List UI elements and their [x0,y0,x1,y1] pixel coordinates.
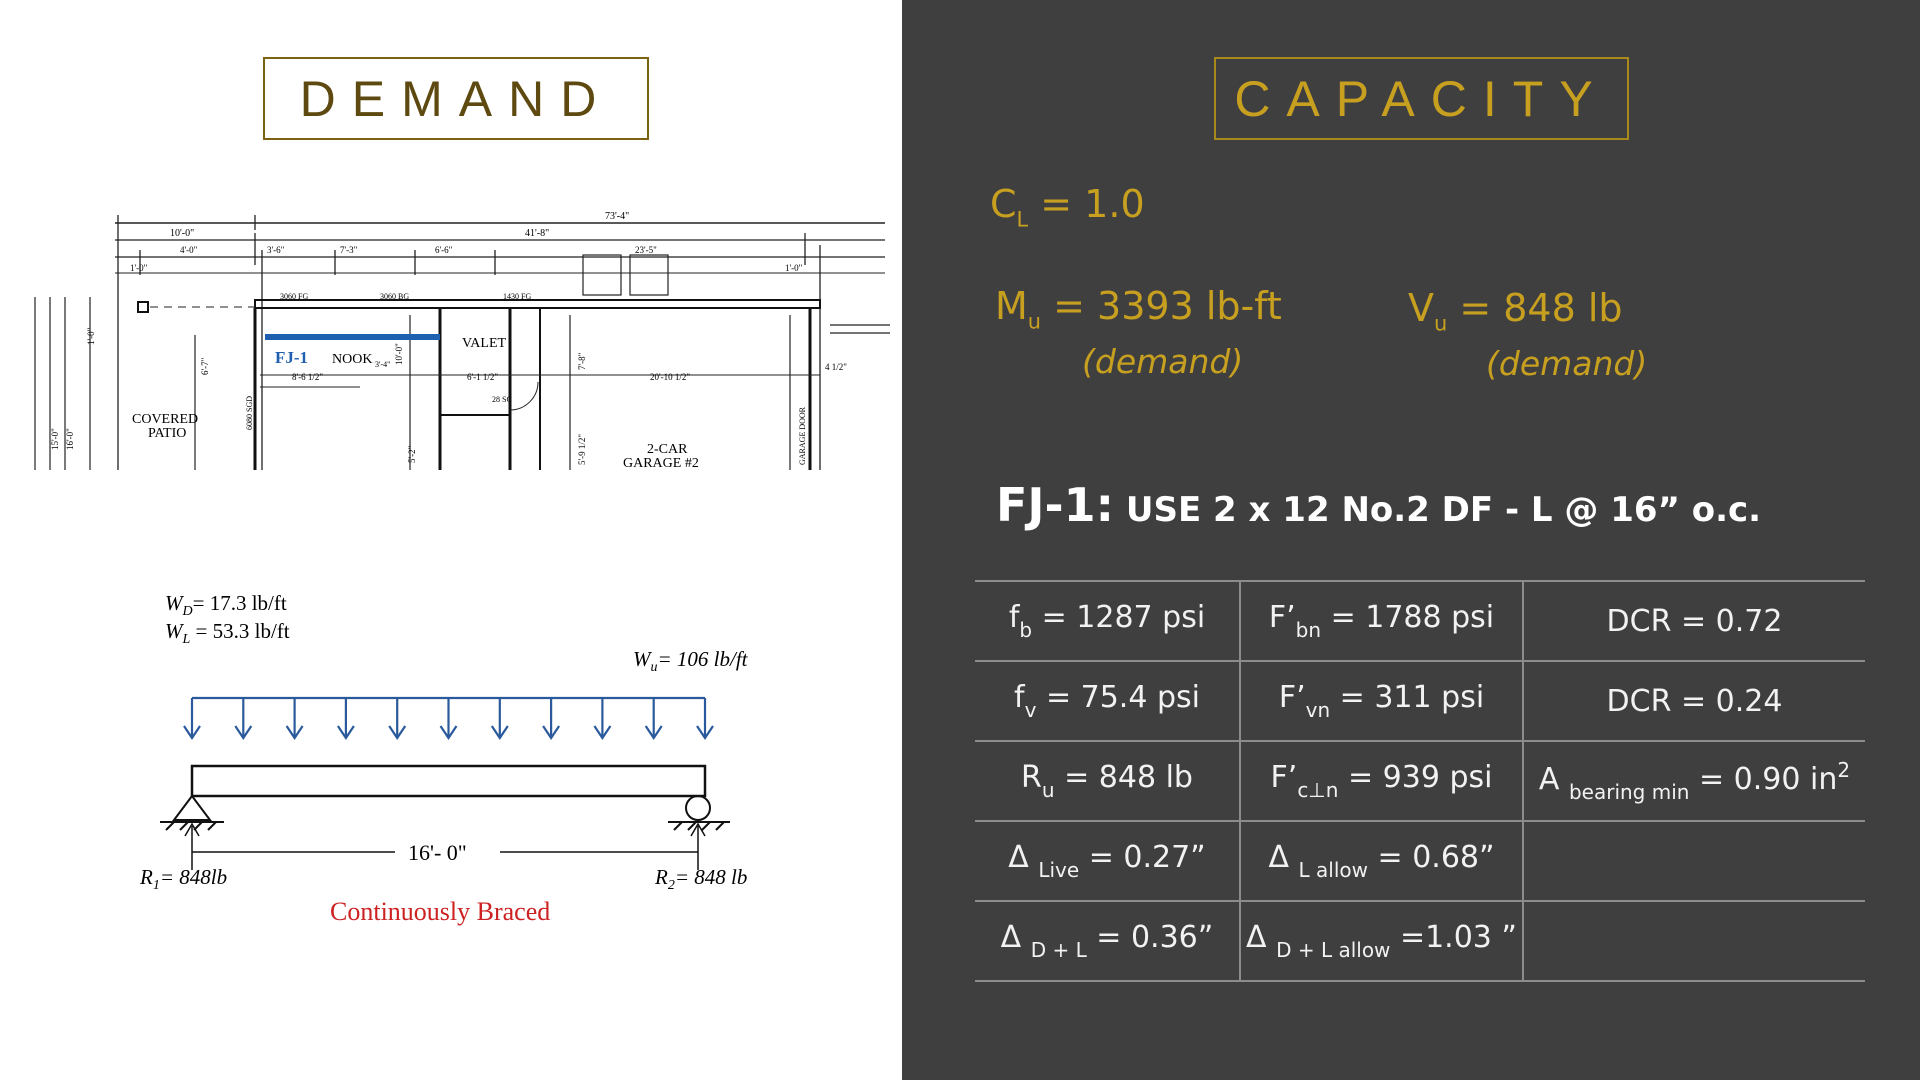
shear-demand: $V_u = 848$ lb [1408,286,1623,336]
plan-dim-overall: 73'-4" [605,211,630,222]
room-garage-2: GARAGE #2 [623,456,699,470]
capacity-cell: $R_u = 848$ lb [975,741,1240,821]
plan-dim-side-8: 5'-2" [407,445,417,463]
capacity-cell: $f_b = 1287$ psi [975,581,1240,661]
wu-label: $W_u= 106$ lb/ft [633,647,748,675]
plan-dim-side-2: 6'-7" [200,357,210,375]
plan-dim-3-6: 3'-6" [267,245,285,255]
plan-misc-8: 28 SC [492,395,512,404]
capacity-cell: DCR = 0.24 [1523,661,1865,741]
room-garage-1: 2-CAR [647,442,688,457]
plan-dim-4: 4'-0" [180,245,198,255]
capacity-cell: Δ $_{Live}$ = 0.27” [975,821,1240,901]
plan-dim-side-1: 1'-0" [86,327,96,345]
capacity-cell: $f_v = 75.4$ psi [975,661,1240,741]
room-covered: COVERED [132,412,199,427]
plan-dim-1-right: 1'-0" [785,263,803,273]
plan-dim-side-4: 16'-0" [65,428,75,450]
plan-misc-1: 3060 FG [280,292,309,301]
capacity-cell: $F’_{vn} = 311$ psi [1240,661,1523,741]
capacity-row [975,581,1865,661]
plan-misc-3: 1430 FG [503,292,532,301]
capacity-cell: Δ $_{L allow}$ = 0.68” [1240,821,1523,901]
shear-demand-note: (demand) [1486,344,1648,383]
capacity-cell: DCR = 0.72 [1523,581,1865,661]
plan-dim-1-left: 1'-0" [130,263,148,273]
capacity-row [975,821,1865,901]
plan-dim-side-3: 15'-0" [50,428,60,450]
capacity-cell: A $_{bearing min}$ = 0.90 $in^2$ [1523,741,1865,821]
capacity-row [975,661,1865,741]
plan-misc-10: 6080 SGD [245,395,254,430]
capacity-row [975,741,1865,821]
plan-dim-6-6: 6'-6" [435,245,453,255]
fj1-plan-label: FJ-1 [275,348,309,367]
capacity-row [975,901,1865,981]
plan-dim-side-6: 7'-8" [577,352,587,370]
plan-misc-7: 4 1/2" [825,362,847,372]
room-nook: NOOK [332,352,373,367]
capacity-cell [1523,901,1865,981]
span-label: 16'- 0" [408,840,467,865]
capacity-cell: $F’_{bn} = 1788$ psi [1240,581,1523,661]
plan-misc-4: 8'-6 1/2" [292,372,324,382]
capacity-cell: $F’_{c\perp n} = 939$ psi [1240,741,1523,821]
plan-dim-23: 23'-5" [635,245,657,255]
plan-dim-7-3: 7'-3" [340,245,358,255]
room-valet: VALET [462,336,507,351]
plan-misc-11: GARAGE DOOR [798,407,807,465]
plan-misc-5: 6'-1 1/2" [467,372,499,382]
plan-misc-6: 20'-10 1/2" [650,372,691,382]
capacity-cell [1523,821,1865,901]
plan-misc-9: 3'-4" [375,360,391,369]
distributed-load [184,698,713,738]
cl-factor: $C_L = 1.0$ [990,182,1145,232]
plan-dim-41: 41'-8" [525,228,550,239]
wl-label: $W_L = 53.3$ lb/ft [165,619,290,647]
capacity-table [975,580,1865,982]
wd-label: $W_D= 17.3$ lb/ft [165,591,287,619]
plan-dim-side-5: 10'-0" [394,343,404,365]
plan-dim-side-7: 5'-9 1/2" [577,433,587,465]
plan-dim-10: 10'-0" [170,228,195,239]
capacity-cell: Δ $_{D + L allow}$ =1.03 ” [1240,901,1523,981]
moment-demand-note: (demand) [1082,342,1244,381]
capacity-cell: Δ $_{D + L}$ = 0.36” [975,901,1240,981]
joist-beam [192,766,705,796]
room-patio: PATIO [148,426,187,441]
plan-misc-2: 3060 BG [380,292,410,301]
r2-label: $R_2= 848$ lb [655,865,748,893]
capacity-title: CAPACITY [1214,57,1629,140]
r1-label: $R_1= 848lb$ [140,865,228,893]
moment-demand: $M_u = 3393$ lb-ft [995,284,1282,334]
bracing-note: Continuously Braced [330,897,551,926]
beam-diagram [130,580,780,940]
fj1-selection: FJ-1: USE 2 x 12 No.2 DF - L @ 16” o.c. [996,478,1762,532]
demand-title: DEMAND [263,57,649,140]
floor-plan [30,205,890,470]
